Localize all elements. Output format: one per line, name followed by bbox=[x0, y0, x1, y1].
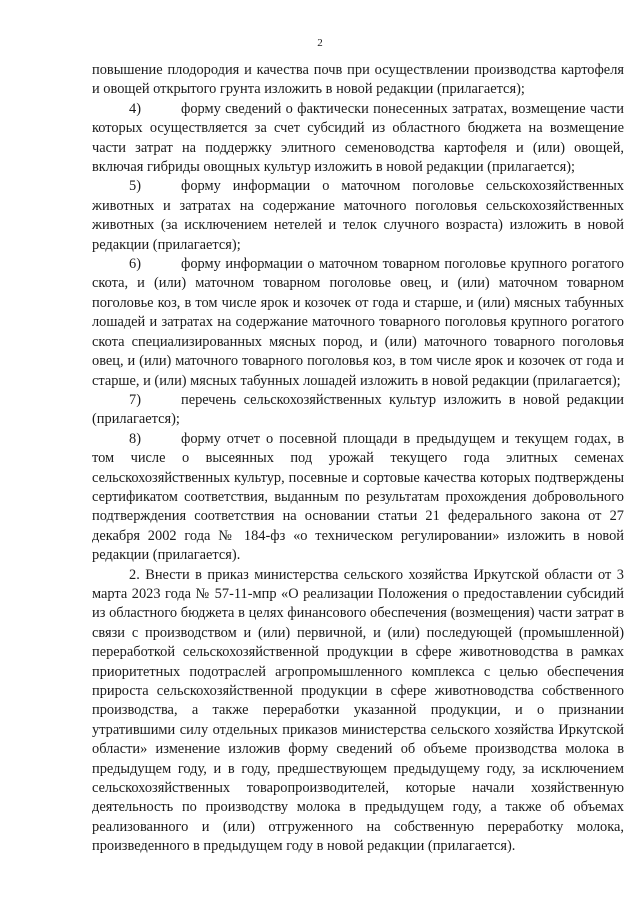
paragraph-text: повышение плодородия и качества почв при осуществлении производства картофеля и овощей открытого грунта изложить в новой редакции (прилагается); bbox=[92, 62, 624, 98]
list-item bbox=[92, 177, 624, 255]
list-item bbox=[92, 391, 624, 430]
list-item-text: форму сведений о фактически понесенных затратах, возмещение части которых осуществляется за счет субсидий из областного бюджета на возмещение части затрат на поддержку элитного семеноводства картофеля и (или) овощей, включая гибриды овощных культур изложить в новой редакции (прилагается); bbox=[92, 100, 624, 176]
list-item-text: форму отчет о посевной площади в предыдущем и текущем годах, в том числе о высеянных под урожай текущего года элитных семенах сельскохозяйственных культур, посевные и сортовые качества которых подтверждены сертификатом соответствия, выданным по результатам прохождения добровольного подтверждения соответствия на основании статьи 21 федерального закона от 27 декабря 2002 года № 184-фз «о техническом регулировании» изложить в новой редакции (прилагается). bbox=[92, 430, 624, 564]
list-item bbox=[92, 255, 624, 391]
list-item-number: 6) bbox=[129, 256, 141, 273]
list-item bbox=[92, 100, 624, 178]
paragraph-text: 2. Внести в приказ министерства сельского хозяйства Иркутской области от 3 марта 2023 года № 57-11-мпр «О реализации Положения о предоставлении субсидий из областного бюджета в целях финансового обеспечения (возмещения) части затрат в связи с производством и (или) первичной, и (или) последующей (промышленной) переработкой сельскохозяйственной продукции в сфере животноводства в рамках приоритетных подотраслей агропромышленного комплекса с целью обеспечения прироста сельскохозяйственной продукции в сфере животноводства собственного производства, а также переработки указанной продукции, и о признании утратившими силу отдельных приказов министерства сельского хозяйства Иркутской области» изменение изложив форму сведений об объеме производства молока в предыдущем году, и в году, предшествующем предыдущему году, за исключением сельскохозяйственных товаропроизводителей, которые начали хозяйственную деятельность по производству молока в предыдущем году, а также об объемах реализованного и (или) отгруженного на собственную переработку молока, произведенного в предыдущем году в новой редакции (прилагается). bbox=[92, 566, 624, 855]
list-item bbox=[92, 430, 624, 566]
list-item-number: 8) bbox=[129, 430, 141, 447]
document-body bbox=[92, 61, 624, 857]
list-item-text: перечень сельскохозяйственных культур изложить в новой редакции (прилагается); bbox=[92, 391, 624, 428]
list-item-number: 7) bbox=[129, 391, 141, 408]
list-item-text: форму информации о маточном поголовье сельскохозяйственных животных и затратах на содержание маточного поголовья сельскохозяйственных животных (за исключением нетелей и телок случного возраста) изложить в новой редакции (прилагается); bbox=[92, 178, 624, 253]
list-item-number: 4) bbox=[129, 100, 141, 117]
page-number: 2 bbox=[317, 37, 323, 49]
list-item-number: 5) bbox=[129, 178, 141, 195]
section-paragraph bbox=[92, 566, 624, 857]
list-item-text: форму информации о маточном товарном поголовье крупного рогатого скота, и (или) маточном товарном поголовье овец, и (или) маточном товарном поголовье коз, в том числе ярок и козочек от года и старше, и (или) мясных табунных лошадей и затратах на содержание маточного товарного поголовья крупного рогатого скота специализированных мясных пород, и (или) маточного товарного поголовья овец, и (или) маточного товарного поголовья коз, в том числе ярок и козочек от года и старше, и (или) мясных табунных лошадей изложить в новой редакции (прилагается); bbox=[92, 256, 624, 389]
paragraph-continuation bbox=[92, 61, 624, 100]
